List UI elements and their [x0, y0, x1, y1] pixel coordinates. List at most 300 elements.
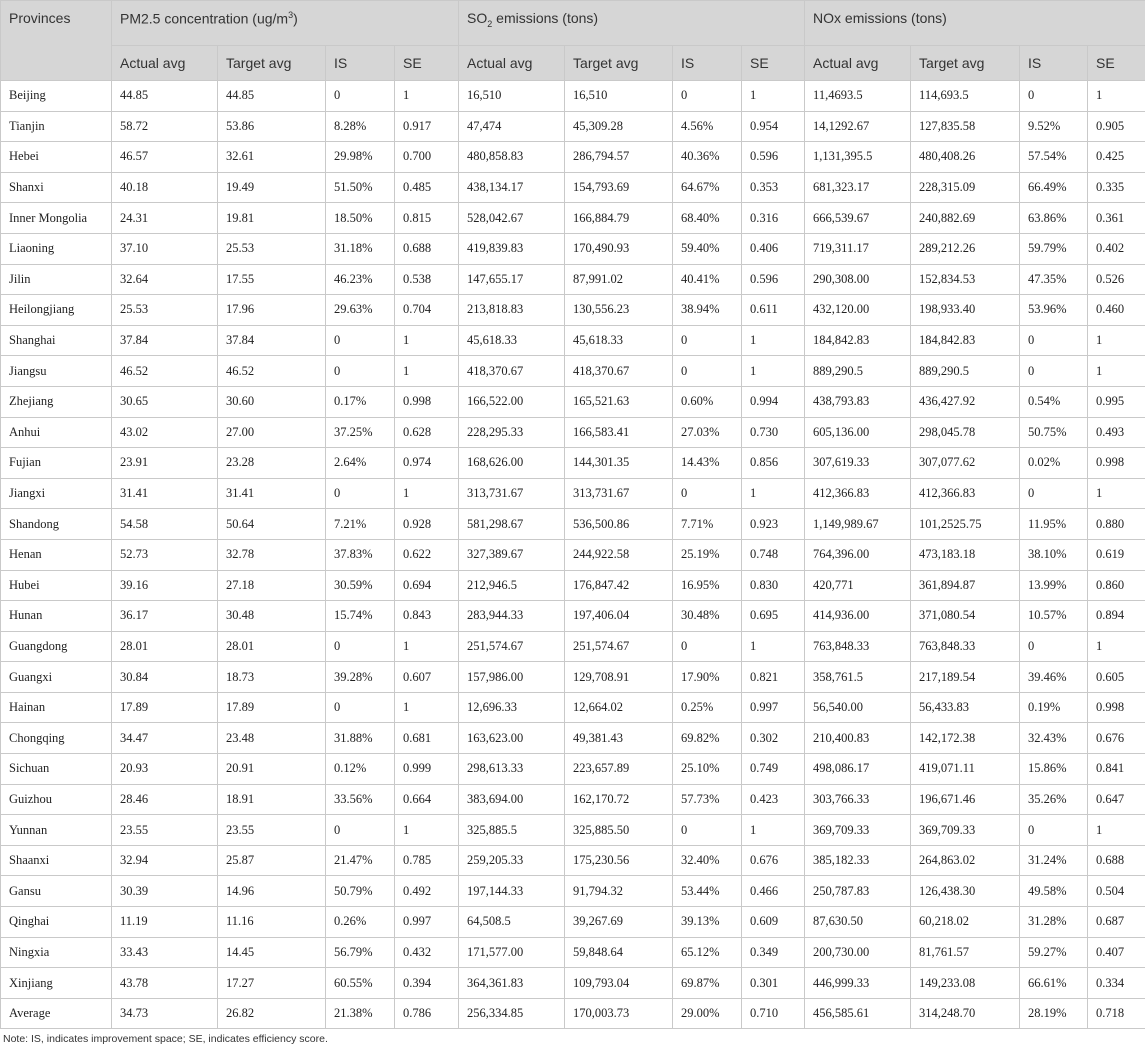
value-cell: 32.94: [112, 845, 218, 876]
value-cell: 0: [326, 631, 395, 662]
table-row: [1, 723, 1145, 754]
value-cell: 57.54%: [1020, 142, 1088, 173]
province-cell: Hainan: [1, 692, 112, 723]
province-cell: Guizhou: [1, 784, 112, 815]
value-cell: 0: [326, 478, 395, 509]
value-cell: 147,655.17: [459, 264, 565, 295]
value-cell: 217,189.54: [911, 662, 1020, 693]
value-cell: 480,858.83: [459, 142, 565, 173]
value-cell: 26.82: [218, 998, 326, 1029]
value-cell: 0: [673, 478, 742, 509]
value-cell: 0.994: [742, 386, 805, 417]
value-cell: 0.815: [395, 203, 459, 234]
value-cell: 1: [1088, 81, 1145, 112]
province-cell: Guangxi: [1, 662, 112, 693]
value-cell: 65.12%: [673, 937, 742, 968]
table-body: [1, 81, 1145, 1029]
value-cell: 1: [742, 325, 805, 356]
table-row: [1, 539, 1145, 570]
value-cell: 1,149,989.67: [805, 509, 911, 540]
value-cell: 21.38%: [326, 998, 395, 1029]
value-cell: 20.91: [218, 754, 326, 785]
value-cell: 0.628: [395, 417, 459, 448]
value-cell: 313,731.67: [459, 478, 565, 509]
value-cell: 184,842.83: [805, 325, 911, 356]
value-cell: 17.27: [218, 968, 326, 999]
value-cell: 0: [673, 325, 742, 356]
table-row: [1, 631, 1145, 662]
value-cell: 14.43%: [673, 448, 742, 479]
value-cell: 144,301.35: [565, 448, 673, 479]
value-cell: 52.73: [112, 539, 218, 570]
value-cell: 14.45: [218, 937, 326, 968]
value-cell: 210,400.83: [805, 723, 911, 754]
value-cell: 166,583.41: [565, 417, 673, 448]
value-cell: 438,793.83: [805, 386, 911, 417]
value-cell: 764,396.00: [805, 539, 911, 570]
subcolumn-header: SE: [395, 46, 459, 81]
value-cell: 39,267.69: [565, 907, 673, 938]
value-cell: 0.622: [395, 539, 459, 570]
value-cell: 0: [1020, 478, 1088, 509]
value-cell: 28.01: [218, 631, 326, 662]
value-cell: 0.02%: [1020, 448, 1088, 479]
value-cell: 18.91: [218, 784, 326, 815]
value-cell: 0.700: [395, 142, 459, 173]
province-cell: Liaoning: [1, 233, 112, 264]
value-cell: 114,693.5: [911, 81, 1020, 112]
value-cell: 298,613.33: [459, 754, 565, 785]
value-cell: 12,696.33: [459, 692, 565, 723]
value-cell: 32.61: [218, 142, 326, 173]
value-cell: 154,793.69: [565, 172, 673, 203]
value-cell: 385,182.33: [805, 845, 911, 876]
value-cell: 149,233.08: [911, 968, 1020, 999]
value-cell: 44.85: [112, 81, 218, 112]
value-cell: 0.880: [1088, 509, 1145, 540]
value-cell: 25.53: [218, 233, 326, 264]
value-cell: 0.12%: [326, 754, 395, 785]
value-cell: 432,120.00: [805, 295, 911, 326]
value-cell: 0: [673, 81, 742, 112]
value-cell: 0.998: [395, 386, 459, 417]
value-cell: 0.681: [395, 723, 459, 754]
province-cell: Henan: [1, 539, 112, 570]
value-cell: 19.49: [218, 172, 326, 203]
value-cell: 21.47%: [326, 845, 395, 876]
value-cell: 31.88%: [326, 723, 395, 754]
value-cell: 0: [326, 356, 395, 387]
value-cell: 419,071.11: [911, 754, 1020, 785]
value-cell: 0.997: [742, 692, 805, 723]
province-cell: Jilin: [1, 264, 112, 295]
table-row: [1, 968, 1145, 999]
value-cell: 0.843: [395, 601, 459, 632]
province-cell: Qinghai: [1, 907, 112, 938]
value-cell: 240,882.69: [911, 203, 1020, 234]
value-cell: 7.21%: [326, 509, 395, 540]
value-cell: 0.718: [1088, 998, 1145, 1029]
table-row: [1, 509, 1145, 540]
value-cell: 0.785: [395, 845, 459, 876]
subcolumn-header: Target avg: [911, 46, 1020, 81]
value-cell: 45,618.33: [459, 325, 565, 356]
value-cell: 0.923: [742, 509, 805, 540]
value-cell: 498,086.17: [805, 754, 911, 785]
value-cell: 0.917: [395, 111, 459, 142]
subcolumn-header: Target avg: [218, 46, 326, 81]
value-cell: 0.407: [1088, 937, 1145, 968]
value-cell: 53.86: [218, 111, 326, 142]
value-cell: 166,884.79: [565, 203, 673, 234]
table-row: [1, 325, 1145, 356]
table-row: [1, 570, 1145, 601]
province-cell: Shanghai: [1, 325, 112, 356]
value-cell: 27.18: [218, 570, 326, 601]
value-cell: 0.647: [1088, 784, 1145, 815]
value-cell: 0.694: [395, 570, 459, 601]
table-row: [1, 417, 1145, 448]
table-row: [1, 998, 1145, 1029]
value-cell: 163,623.00: [459, 723, 565, 754]
value-cell: 0.402: [1088, 233, 1145, 264]
value-cell: 87,991.02: [565, 264, 673, 295]
value-cell: 1: [395, 815, 459, 846]
value-cell: 69.87%: [673, 968, 742, 999]
value-cell: 46.52: [112, 356, 218, 387]
province-cell: Xinjiang: [1, 968, 112, 999]
value-cell: 4.56%: [673, 111, 742, 142]
value-cell: 44.85: [218, 81, 326, 112]
value-cell: 0.302: [742, 723, 805, 754]
table-row: [1, 203, 1145, 234]
value-cell: 29.63%: [326, 295, 395, 326]
table-row: [1, 601, 1145, 632]
value-cell: 50.75%: [1020, 417, 1088, 448]
province-cell: Guangdong: [1, 631, 112, 662]
value-cell: 0.786: [395, 998, 459, 1029]
value-cell: 371,080.54: [911, 601, 1020, 632]
value-cell: 0.664: [395, 784, 459, 815]
value-cell: 30.39: [112, 876, 218, 907]
value-cell: 325,885.5: [459, 815, 565, 846]
value-cell: 1: [1088, 325, 1145, 356]
value-cell: 30.48%: [673, 601, 742, 632]
value-cell: 162,170.72: [565, 784, 673, 815]
table-row: [1, 448, 1145, 479]
value-cell: 1: [742, 478, 805, 509]
value-cell: 364,361.83: [459, 968, 565, 999]
value-cell: 0.710: [742, 998, 805, 1029]
value-cell: 283,944.33: [459, 601, 565, 632]
value-cell: 30.84: [112, 662, 218, 693]
value-cell: 69.82%: [673, 723, 742, 754]
value-cell: 27.03%: [673, 417, 742, 448]
value-cell: 290,308.00: [805, 264, 911, 295]
value-cell: 18.50%: [326, 203, 395, 234]
province-cell: Hebei: [1, 142, 112, 173]
value-cell: 11.19: [112, 907, 218, 938]
value-cell: 53.96%: [1020, 295, 1088, 326]
value-cell: 0.695: [742, 601, 805, 632]
value-cell: 37.10: [112, 233, 218, 264]
value-cell: 223,657.89: [565, 754, 673, 785]
value-cell: 1: [1088, 631, 1145, 662]
value-cell: 0.335: [1088, 172, 1145, 203]
value-cell: 0.406: [742, 233, 805, 264]
value-cell: 1: [395, 81, 459, 112]
value-cell: 307,077.62: [911, 448, 1020, 479]
value-cell: 250,787.83: [805, 876, 911, 907]
value-cell: 87,630.50: [805, 907, 911, 938]
province-cell: Zhejiang: [1, 386, 112, 417]
value-cell: 1: [742, 631, 805, 662]
table-header: [1, 1, 1145, 81]
value-cell: 0.54%: [1020, 386, 1088, 417]
header-row-subcolumns: [1, 46, 1145, 81]
table-row: [1, 784, 1145, 815]
value-cell: 43.02: [112, 417, 218, 448]
table-row: [1, 815, 1145, 846]
value-cell: 56.79%: [326, 937, 395, 968]
value-cell: 251,574.67: [565, 631, 673, 662]
value-cell: 0: [1020, 815, 1088, 846]
table-row: [1, 356, 1145, 387]
value-cell: 0.485: [395, 172, 459, 203]
value-cell: 38.10%: [1020, 539, 1088, 570]
value-cell: 17.90%: [673, 662, 742, 693]
value-cell: 0: [673, 815, 742, 846]
value-cell: 171,577.00: [459, 937, 565, 968]
value-cell: 57.73%: [673, 784, 742, 815]
value-cell: 184,842.83: [911, 325, 1020, 356]
value-cell: 49.58%: [1020, 876, 1088, 907]
value-cell: 228,315.09: [911, 172, 1020, 203]
value-cell: 0.361: [1088, 203, 1145, 234]
value-cell: 32.43%: [1020, 723, 1088, 754]
value-cell: 666,539.67: [805, 203, 911, 234]
table-row: [1, 142, 1145, 173]
value-cell: 46.52: [218, 356, 326, 387]
value-cell: 0.841: [1088, 754, 1145, 785]
value-cell: 29.00%: [673, 998, 742, 1029]
value-cell: 170,490.93: [565, 233, 673, 264]
province-cell: Hunan: [1, 601, 112, 632]
table-row: [1, 81, 1145, 112]
subcolumn-header: Actual avg: [112, 46, 218, 81]
value-cell: 13.99%: [1020, 570, 1088, 601]
value-cell: 23.48: [218, 723, 326, 754]
value-cell: 1: [742, 815, 805, 846]
table-row: [1, 662, 1145, 693]
province-cell: Average: [1, 998, 112, 1029]
value-cell: 34.47: [112, 723, 218, 754]
value-cell: 0.432: [395, 937, 459, 968]
value-cell: 23.91: [112, 448, 218, 479]
value-cell: 59.79%: [1020, 233, 1088, 264]
value-cell: 152,834.53: [911, 264, 1020, 295]
value-cell: 60.55%: [326, 968, 395, 999]
value-cell: 1: [395, 325, 459, 356]
value-cell: 0.954: [742, 111, 805, 142]
province-cell: Anhui: [1, 417, 112, 448]
table-row: [1, 295, 1145, 326]
value-cell: 53.44%: [673, 876, 742, 907]
value-cell: 196,671.46: [911, 784, 1020, 815]
value-cell: 438,134.17: [459, 172, 565, 203]
province-cell: Heilongjiang: [1, 295, 112, 326]
value-cell: 0.596: [742, 264, 805, 295]
value-cell: 10.57%: [1020, 601, 1088, 632]
value-cell: 14.96: [218, 876, 326, 907]
value-cell: 480,408.26: [911, 142, 1020, 173]
value-cell: 56,540.00: [805, 692, 911, 723]
value-cell: 1: [395, 478, 459, 509]
value-cell: 25.10%: [673, 754, 742, 785]
value-cell: 414,936.00: [805, 601, 911, 632]
value-cell: 0.538: [395, 264, 459, 295]
value-cell: 23.55: [112, 815, 218, 846]
table-row: [1, 692, 1145, 723]
value-cell: 40.41%: [673, 264, 742, 295]
value-cell: 30.65: [112, 386, 218, 417]
value-cell: 16,510: [565, 81, 673, 112]
value-cell: 1,131,395.5: [805, 142, 911, 173]
value-cell: 383,694.00: [459, 784, 565, 815]
table-row: [1, 386, 1145, 417]
subcolumn-header: Actual avg: [805, 46, 911, 81]
province-cell: Beijing: [1, 81, 112, 112]
value-cell: 130,556.23: [565, 295, 673, 326]
value-cell: 2.64%: [326, 448, 395, 479]
value-cell: 47.35%: [1020, 264, 1088, 295]
value-cell: 40.18: [112, 172, 218, 203]
value-cell: 0.928: [395, 509, 459, 540]
value-cell: 27.00: [218, 417, 326, 448]
value-cell: 0.394: [395, 968, 459, 999]
table-row: [1, 478, 1145, 509]
value-cell: 473,183.18: [911, 539, 1020, 570]
value-cell: 66.49%: [1020, 172, 1088, 203]
table-row: [1, 754, 1145, 785]
table-row: [1, 172, 1145, 203]
value-cell: 0.611: [742, 295, 805, 326]
value-cell: 0.830: [742, 570, 805, 601]
value-cell: 46.23%: [326, 264, 395, 295]
value-cell: 60,218.02: [911, 907, 1020, 938]
value-cell: 418,370.67: [459, 356, 565, 387]
value-cell: 244,922.58: [565, 539, 673, 570]
value-cell: 34.73: [112, 998, 218, 1029]
value-cell: 0.730: [742, 417, 805, 448]
value-cell: 361,894.87: [911, 570, 1020, 601]
province-cell: Fujian: [1, 448, 112, 479]
province-cell: Gansu: [1, 876, 112, 907]
value-cell: 50.79%: [326, 876, 395, 907]
value-cell: 286,794.57: [565, 142, 673, 173]
value-cell: 32.40%: [673, 845, 742, 876]
value-cell: 681,323.17: [805, 172, 911, 203]
provinces-header: Provinces: [1, 1, 112, 81]
value-cell: 0.493: [1088, 417, 1145, 448]
value-cell: 889,290.5: [805, 356, 911, 387]
value-cell: 68.40%: [673, 203, 742, 234]
value-cell: 197,144.33: [459, 876, 565, 907]
value-cell: 20.93: [112, 754, 218, 785]
value-cell: 127,835.58: [911, 111, 1020, 142]
value-cell: 1: [1088, 356, 1145, 387]
value-cell: 39.46%: [1020, 662, 1088, 693]
value-cell: 58.72: [112, 111, 218, 142]
value-cell: 0.619: [1088, 539, 1145, 570]
value-cell: 126,438.30: [911, 876, 1020, 907]
value-cell: 1: [742, 356, 805, 387]
value-cell: 1: [395, 631, 459, 662]
value-cell: 763,848.33: [805, 631, 911, 662]
value-cell: 303,766.33: [805, 784, 911, 815]
value-cell: 0: [1020, 81, 1088, 112]
value-cell: 256,334.85: [459, 998, 565, 1029]
value-cell: 0.999: [395, 754, 459, 785]
value-cell: 28.19%: [1020, 998, 1088, 1029]
value-cell: 47,474: [459, 111, 565, 142]
header-row-groups: [1, 1, 1145, 46]
value-cell: 436,427.92: [911, 386, 1020, 417]
value-cell: 1: [1088, 815, 1145, 846]
value-cell: 313,731.67: [565, 478, 673, 509]
value-cell: 129,708.91: [565, 662, 673, 693]
value-cell: 49,381.43: [565, 723, 673, 754]
so2-group-header: $SO_2$ emissions (tons): [459, 1, 805, 46]
value-cell: 176,847.42: [565, 570, 673, 601]
subcolumn-header: SE: [1088, 46, 1145, 81]
value-cell: 39.28%: [326, 662, 395, 693]
value-cell: 37.84: [112, 325, 218, 356]
value-cell: 419,839.83: [459, 233, 565, 264]
value-cell: 298,045.78: [911, 417, 1020, 448]
value-cell: 264,863.02: [911, 845, 1020, 876]
value-cell: 168,626.00: [459, 448, 565, 479]
value-cell: 0.676: [1088, 723, 1145, 754]
value-cell: 25.53: [112, 295, 218, 326]
value-cell: 40.36%: [673, 142, 742, 173]
value-cell: 17.89: [218, 692, 326, 723]
value-cell: 456,585.61: [805, 998, 911, 1029]
value-cell: 325,885.50: [565, 815, 673, 846]
value-cell: 0.974: [395, 448, 459, 479]
value-cell: 101,2525.75: [911, 509, 1020, 540]
value-cell: 12,664.02: [565, 692, 673, 723]
nox-group-header: NOx emissions (tons): [805, 1, 1145, 46]
value-cell: 16.95%: [673, 570, 742, 601]
subcolumn-header: IS: [326, 46, 395, 81]
value-cell: 45,618.33: [565, 325, 673, 356]
value-cell: 0.492: [395, 876, 459, 907]
value-cell: 45,309.28: [565, 111, 673, 142]
value-cell: 889,290.5: [911, 356, 1020, 387]
value-cell: 420,771: [805, 570, 911, 601]
value-cell: 11.95%: [1020, 509, 1088, 540]
value-cell: 109,793.04: [565, 968, 673, 999]
value-cell: 0.998: [1088, 448, 1145, 479]
value-cell: 0.60%: [673, 386, 742, 417]
value-cell: 31.28%: [1020, 907, 1088, 938]
value-cell: 228,295.33: [459, 417, 565, 448]
value-cell: 197,406.04: [565, 601, 673, 632]
value-cell: 50.64: [218, 509, 326, 540]
table-row: [1, 845, 1145, 876]
value-cell: 0.688: [1088, 845, 1145, 876]
